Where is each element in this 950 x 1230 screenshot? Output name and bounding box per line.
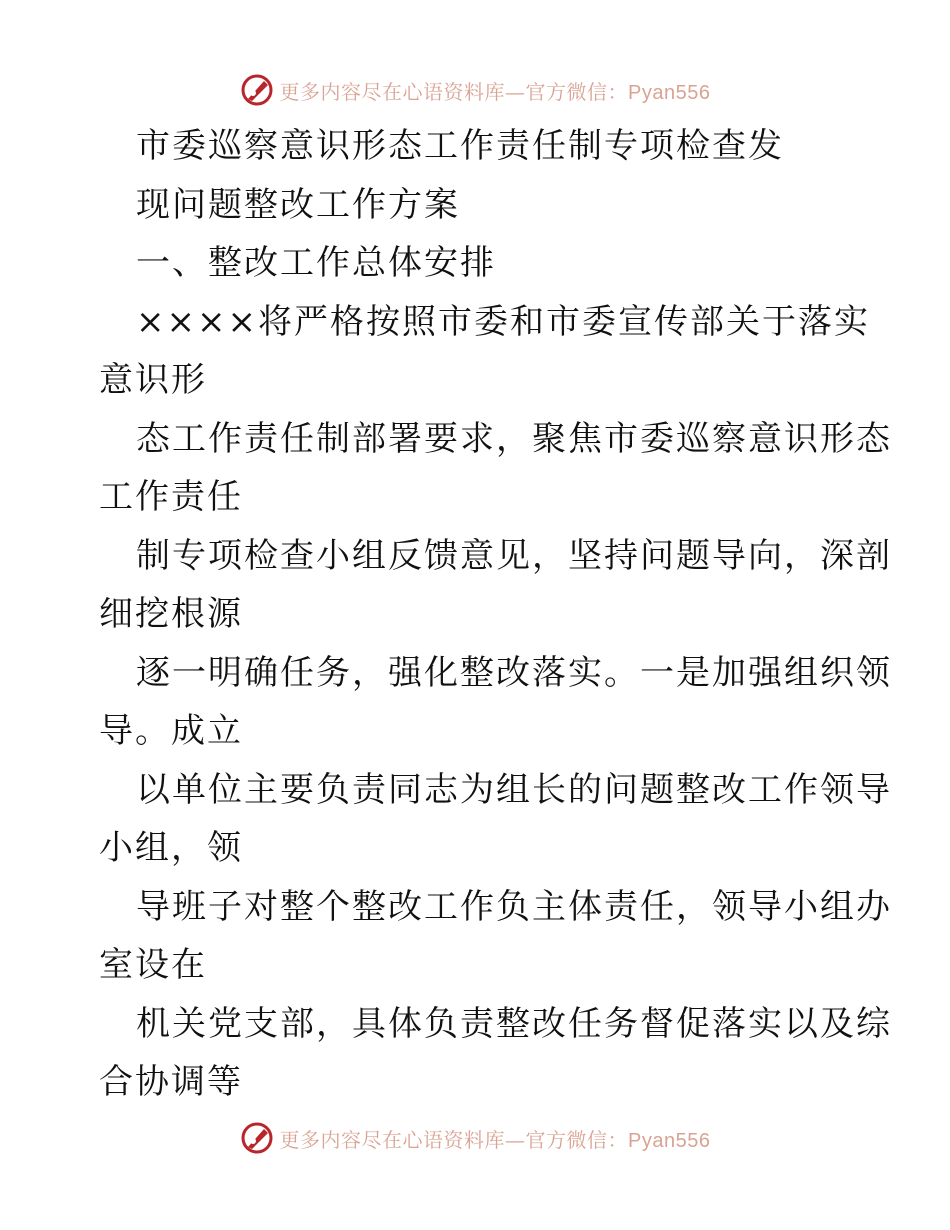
banner-wechat-id: Pyan556 — [628, 1129, 711, 1152]
paragraph-line: 制专项检查小组反馈意见，坚持问题导向，深剖 — [136, 536, 892, 576]
paragraph-line: 逐一明确任务，强化整改落实。一是加强组织领 — [136, 653, 892, 693]
header-banner — [0, 70, 950, 110]
paragraph-line: 细挖根源 — [99, 594, 243, 634]
banner-text: 更多内容尽在心语资料库—官方微信：Pyan556 — [279, 79, 711, 104]
section-heading: 一、整改工作总体安排 — [136, 243, 496, 283]
logo-icon — [240, 1121, 274, 1155]
document-title-line-2: 现问题整改工作方案 — [136, 185, 460, 225]
paragraph-line: 意识形 — [99, 360, 207, 400]
paragraph-line: 导班子对整个整改工作负主体责任，领导小组办 — [136, 887, 892, 927]
paragraph-line: 合协调等 — [99, 1062, 243, 1102]
footer-banner — [0, 1118, 950, 1158]
document-title-line-1: 市委巡察意识形态工作责任制专项检查发 — [136, 126, 784, 166]
paragraph-line: 导。成立 — [99, 711, 243, 751]
banner-text: 更多内容尽在心语资料库—官方微信：Pyan556 — [279, 1127, 711, 1152]
logo-icon — [240, 73, 274, 107]
banner-wechat-id: Pyan556 — [628, 81, 711, 104]
paragraph-line: 小组，领 — [99, 828, 243, 868]
paragraph-line: 以单位主要负责同志为组长的问题整改工作领导 — [136, 770, 892, 810]
paragraph-line: 机关党支部，具体负责整改任务督促落实以及综 — [136, 1004, 892, 1044]
paragraph-line: 室设在 — [99, 945, 207, 985]
paragraph-line: ××××将严格按照市委和市委宣传部关于落实 — [136, 302, 870, 342]
paragraph-line: 态工作责任制部署要求，聚焦市委巡察意识形态 — [136, 419, 892, 459]
paragraph-line: 工作责任 — [99, 477, 243, 517]
